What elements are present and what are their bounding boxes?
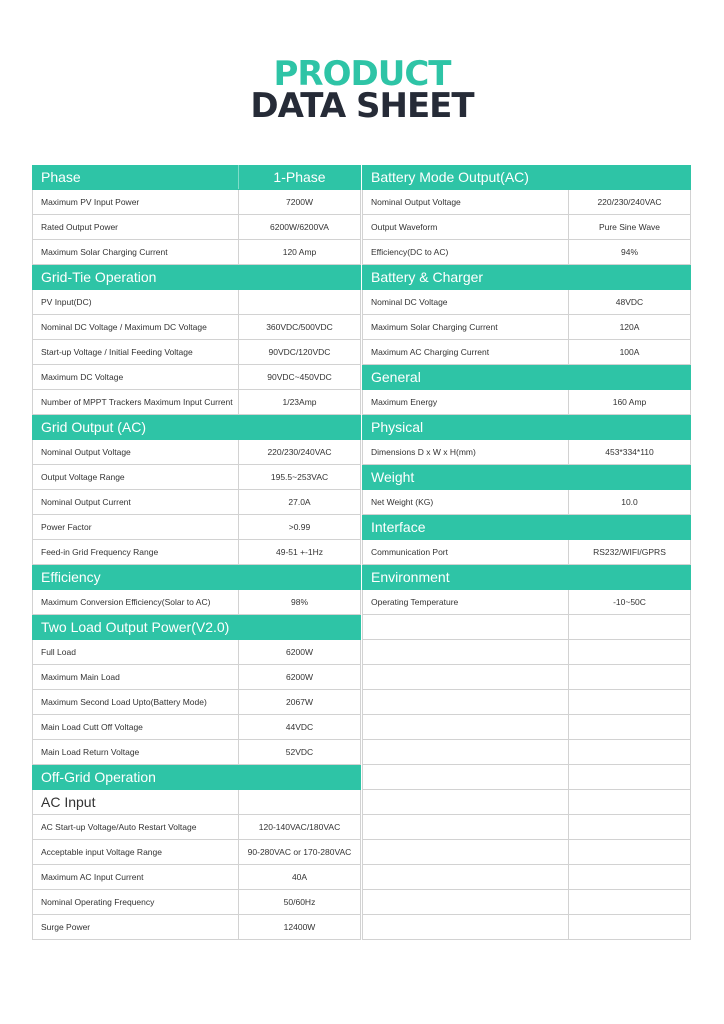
spec-label: Acceptable input Voltage Range bbox=[33, 840, 239, 864]
empty-row bbox=[362, 915, 691, 940]
spec-label: Nominal DC Voltage / Maximum DC Voltage bbox=[33, 315, 239, 339]
spec-value: -10~50C bbox=[613, 597, 646, 607]
spec-value: 453*334*110 bbox=[605, 447, 654, 457]
section-header-physical bbox=[362, 415, 691, 440]
spec-label: Maximum Main Load bbox=[33, 665, 239, 689]
spec-label bbox=[363, 690, 569, 714]
section-header-grid-output-ac bbox=[32, 415, 361, 440]
spec-value: 50/60Hz bbox=[283, 897, 316, 907]
spec-label bbox=[363, 865, 569, 889]
spec-value bbox=[569, 690, 690, 714]
spec-label: Nominal Output Voltage bbox=[33, 440, 239, 464]
spec-label: Net Weight (KG) bbox=[363, 490, 569, 514]
spec-label: Full Load bbox=[33, 640, 239, 664]
sub-header-ac-input bbox=[32, 790, 361, 815]
title-data-sheet: DATA SHEET bbox=[250, 86, 474, 126]
spec-value: >0.99 bbox=[288, 522, 311, 532]
spec-value: 2067W bbox=[286, 697, 313, 707]
spec-label: Weight bbox=[371, 469, 415, 485]
spec-label: Main Load Return Voltage bbox=[33, 740, 239, 764]
spec-value: 40A bbox=[291, 872, 308, 882]
spec-label bbox=[363, 915, 569, 939]
spec-label: Maximum Conversion Efficiency(Solar to AC) bbox=[33, 590, 239, 614]
spec-value bbox=[569, 815, 690, 839]
spec-value: 1/23Amp bbox=[282, 397, 317, 407]
spec-label bbox=[363, 840, 569, 864]
section-header-general bbox=[362, 365, 691, 390]
empty-row bbox=[362, 640, 691, 665]
spec-value: 6200W bbox=[286, 672, 313, 682]
spec-label: Maximum PV Input Power bbox=[33, 190, 239, 214]
spec-value: 27.0A bbox=[288, 497, 311, 507]
spec-value: 220/230/240VAC bbox=[267, 447, 332, 457]
spec-label: General bbox=[371, 369, 421, 385]
spec-label: Efficiency(DC to AC) bbox=[363, 240, 569, 264]
spec-row-operating-temperature bbox=[362, 590, 691, 615]
spec-label: Nominal DC Voltage bbox=[363, 290, 569, 314]
spec-value: 94% bbox=[620, 247, 638, 257]
spec-value: 120 Amp bbox=[282, 247, 317, 257]
spec-label: Rated Output Power bbox=[33, 215, 239, 239]
spec-label: Interface bbox=[371, 519, 426, 535]
spec-row-output-voltage-range bbox=[32, 465, 361, 490]
spec-value: 195.5~253VAC bbox=[270, 472, 329, 482]
spec-row-output-waveform bbox=[362, 215, 691, 240]
spec-row-full-load bbox=[32, 640, 361, 665]
spec-row-net-weight-kg bbox=[362, 490, 691, 515]
spec-value: 90VDC/120VDC bbox=[268, 347, 331, 357]
spec-row-maximum-ac-charging-current bbox=[362, 340, 691, 365]
spec-label: Surge Power bbox=[33, 915, 239, 939]
spec-row-acceptable-input-voltage-range bbox=[32, 840, 361, 865]
spec-value: RS232/WIFI/GPRS bbox=[593, 547, 666, 557]
title-product: PRODUCT bbox=[273, 54, 451, 94]
spec-row-maximum-solar-charging-current bbox=[362, 315, 691, 340]
spec-value bbox=[569, 890, 690, 914]
spec-row-efficiency-dc-to-ac bbox=[362, 240, 691, 265]
spec-label bbox=[363, 890, 569, 914]
spec-label: Maximum Second Load Upto(Battery Mode) bbox=[33, 690, 239, 714]
spec-label bbox=[363, 615, 569, 639]
empty-row bbox=[362, 790, 691, 815]
spec-value bbox=[239, 790, 360, 814]
spec-label bbox=[363, 715, 569, 739]
spec-row-nominal-output-voltage bbox=[362, 190, 691, 215]
spec-value: 90-280VAC or 170-280VAC bbox=[247, 847, 352, 857]
spec-label: Feed-in Grid Frequency Range bbox=[33, 540, 239, 564]
spec-row-ac-start-up-voltage-auto-restart-voltage bbox=[32, 815, 361, 840]
spec-label: Dimensions D x W x H(mm) bbox=[363, 440, 569, 464]
spec-value: 7200W bbox=[286, 197, 313, 207]
spec-row-maximum-ac-input-current bbox=[32, 865, 361, 890]
spec-label: Nominal Output Voltage bbox=[363, 190, 569, 214]
spec-row-communication-port bbox=[362, 540, 691, 565]
empty-row bbox=[362, 890, 691, 915]
spec-label: Nominal Operating Frequency bbox=[33, 890, 239, 914]
spec-label: Maximum Solar Charging Current bbox=[363, 315, 569, 339]
spec-label: Power Factor bbox=[33, 515, 239, 539]
spec-label: Maximum Solar Charging Current bbox=[33, 240, 239, 264]
spec-label bbox=[363, 765, 569, 789]
spec-row-start-up-voltage-initial-feeding-voltage bbox=[32, 340, 361, 365]
section-header-efficiency bbox=[32, 565, 361, 590]
spec-value: 90VDC~450VDC bbox=[267, 372, 332, 382]
spec-row-power-factor bbox=[32, 515, 361, 540]
section-header-two-load-output-power-v2-0 bbox=[32, 615, 361, 640]
section-header-interface bbox=[362, 515, 691, 540]
spec-label: Maximum Energy bbox=[363, 390, 569, 414]
spec-label: PV Input(DC) bbox=[33, 290, 239, 314]
spec-value: 10.0 bbox=[621, 497, 638, 507]
spec-row-main-load-cutt-off-voltage bbox=[32, 715, 361, 740]
empty-row bbox=[362, 665, 691, 690]
spec-value: 120-140VAC/180VAC bbox=[258, 822, 341, 832]
spec-value: 48VDC bbox=[615, 297, 644, 307]
spec-row-maximum-energy bbox=[362, 390, 691, 415]
spec-label: Environment bbox=[371, 569, 450, 585]
spec-row-rated-output-power bbox=[32, 215, 361, 240]
spec-row-maximum-conversion-efficiency-solar-to-ac bbox=[32, 590, 361, 615]
spec-value bbox=[569, 790, 690, 814]
spec-value bbox=[569, 715, 690, 739]
spec-value: 100A bbox=[619, 347, 640, 357]
spec-label: Maximum DC Voltage bbox=[33, 365, 239, 389]
spec-row-nominal-dc-voltage bbox=[362, 290, 691, 315]
spec-label: Grid-Tie Operation bbox=[41, 269, 157, 285]
empty-row bbox=[362, 740, 691, 765]
spec-value: 98% bbox=[290, 597, 308, 607]
empty-row bbox=[362, 615, 691, 640]
spec-value: 6200W bbox=[286, 647, 313, 657]
spec-label: Battery & Charger bbox=[371, 269, 484, 285]
section-header-battery-mode-output-ac bbox=[362, 165, 691, 190]
spec-value bbox=[569, 765, 690, 789]
spec-row-nominal-operating-frequency bbox=[32, 890, 361, 915]
spec-label: Number of MPPT Trackers Maximum Input Current bbox=[33, 390, 239, 414]
spec-label: Communication Port bbox=[363, 540, 569, 564]
spec-label: Physical bbox=[371, 419, 424, 435]
spec-row-nominal-output-voltage bbox=[32, 440, 361, 465]
spec-label: Output Waveform bbox=[363, 215, 569, 239]
spec-row-maximum-dc-voltage bbox=[32, 365, 361, 390]
spec-value: Pure Sine Wave bbox=[598, 222, 661, 232]
spec-value: 360VDC/500VDC bbox=[266, 322, 333, 332]
spec-row-dimensions-d-x-w-x-h-mm bbox=[362, 440, 691, 465]
spec-value: 52VDC bbox=[285, 747, 314, 757]
spec-value bbox=[569, 615, 690, 639]
spec-label bbox=[363, 815, 569, 839]
spec-value bbox=[569, 640, 690, 664]
left-spec-column bbox=[32, 165, 361, 940]
empty-row bbox=[362, 815, 691, 840]
spec-row-number-of-mppt-trackers-maximum-input-current bbox=[32, 390, 361, 415]
empty-row bbox=[362, 690, 691, 715]
spec-label: Grid Output (AC) bbox=[41, 419, 147, 435]
spec-label: Efficiency bbox=[41, 569, 101, 585]
spec-label bbox=[363, 665, 569, 689]
spec-row-main-load-return-voltage bbox=[32, 740, 361, 765]
spec-value: 120A bbox=[619, 322, 640, 332]
spec-row-surge-power bbox=[32, 915, 361, 940]
spec-label: Off-Grid Operation bbox=[41, 769, 156, 785]
spec-value: 12400W bbox=[283, 922, 316, 932]
spec-value: 1-Phase bbox=[273, 169, 326, 185]
spec-row-maximum-pv-input-power bbox=[32, 190, 361, 215]
spec-value: 220/230/240VAC bbox=[597, 197, 662, 207]
spec-row-feed-in-grid-frequency-range bbox=[32, 540, 361, 565]
spec-row-maximum-second-load-upto-battery-mode bbox=[32, 690, 361, 715]
spec-row-maximum-main-load bbox=[32, 665, 361, 690]
right-spec-column bbox=[362, 165, 691, 940]
spec-value bbox=[239, 290, 360, 314]
spec-value: 44VDC bbox=[285, 722, 314, 732]
spec-row-nominal-output-current bbox=[32, 490, 361, 515]
spec-label: Operating Temperature bbox=[363, 590, 569, 614]
spec-value: 49-51 +-1Hz bbox=[275, 547, 323, 557]
section-header-off-grid-operation bbox=[32, 765, 361, 790]
section-header-environment bbox=[362, 565, 691, 590]
spec-label bbox=[363, 640, 569, 664]
spec-value bbox=[569, 740, 690, 764]
spec-label: Two Load Output Power(V2.0) bbox=[41, 619, 230, 635]
empty-row bbox=[362, 865, 691, 890]
spec-label: Phase bbox=[33, 165, 239, 189]
spec-value bbox=[569, 840, 690, 864]
section-header-phase bbox=[32, 165, 361, 190]
section-header-battery-charger bbox=[362, 265, 691, 290]
spec-row-nominal-dc-voltage-maximum-dc-voltage bbox=[32, 315, 361, 340]
spec-label: Start-up Voltage / Initial Feeding Voltage bbox=[33, 340, 239, 364]
spec-value bbox=[569, 915, 690, 939]
spec-label: AC Input bbox=[33, 790, 239, 814]
spec-label: AC Start-up Voltage/Auto Restart Voltage bbox=[33, 815, 239, 839]
spec-label: Nominal Output Current bbox=[33, 490, 239, 514]
spec-label: Maximum AC Input Current bbox=[33, 865, 239, 889]
spec-label bbox=[363, 790, 569, 814]
spec-row-pv-input-dc bbox=[32, 290, 361, 315]
spec-label: Main Load Cutt Off Voltage bbox=[33, 715, 239, 739]
spec-value: 160 Amp bbox=[612, 397, 647, 407]
empty-row bbox=[362, 715, 691, 740]
empty-row bbox=[362, 840, 691, 865]
spec-label: Maximum AC Charging Current bbox=[363, 340, 569, 364]
section-header-weight bbox=[362, 465, 691, 490]
spec-value bbox=[569, 865, 690, 889]
spec-label: Output Voltage Range bbox=[33, 465, 239, 489]
spec-label: Battery Mode Output(AC) bbox=[371, 169, 529, 185]
section-header-grid-tie-operation bbox=[32, 265, 361, 290]
spec-row-maximum-solar-charging-current bbox=[32, 240, 361, 265]
spec-label bbox=[363, 740, 569, 764]
spec-value bbox=[569, 665, 690, 689]
empty-row bbox=[362, 765, 691, 790]
spec-value: 6200W/6200VA bbox=[270, 222, 329, 232]
